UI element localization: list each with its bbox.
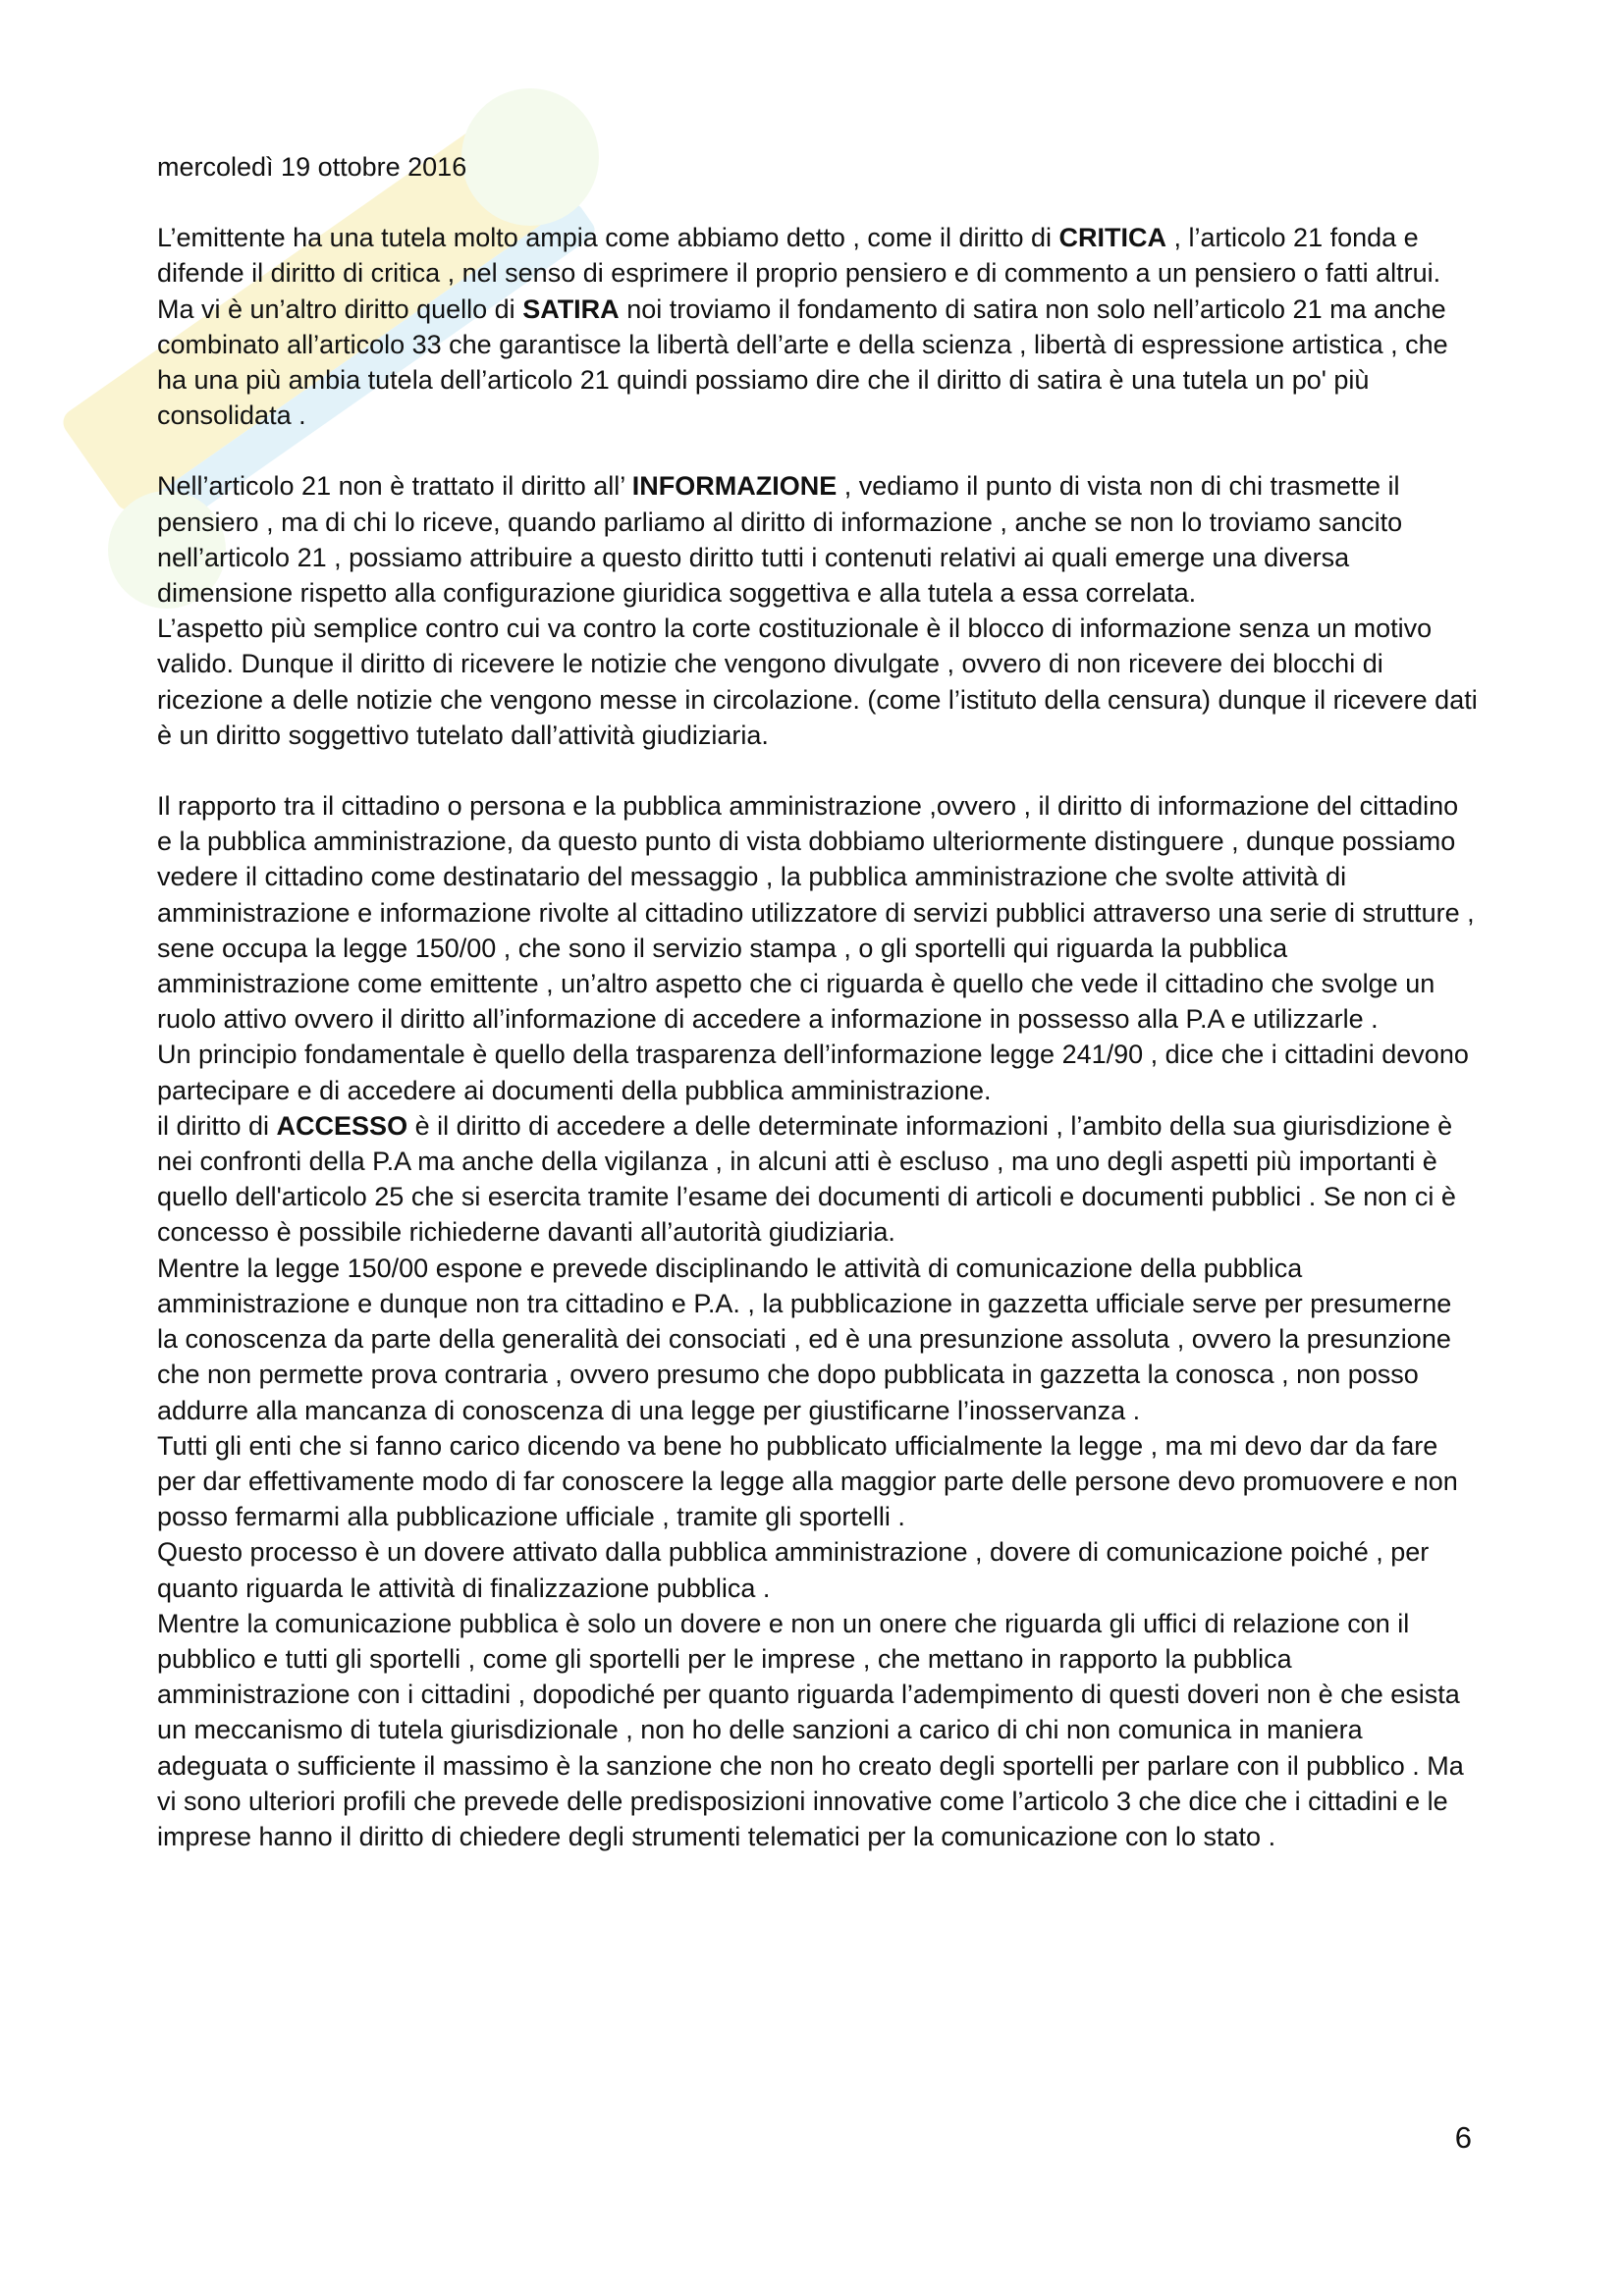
paragraph-corte-costituzionale: L’aspetto più semplice contro cui va contro la corte costituzionale è il blocco di informazione senza un motivo valido. Dunque il diritto di ricevere le notizie che vengono divulgate , ovvero di non ricevere dei blocchi di ricezione a delle notizie che vengono messe in circolazione. (come l’istituto della censura) dunque il ricevere dati è un diritto soggettivo tutelato dall’attività giudiziaria. (157, 614, 1478, 750)
paragraph-satira: Ma vi è un’altro diritto quello di SATIRA noi troviamo il fondamento di satira non solo nell’articolo 21 ma anche combinato all’articolo 33 che garantisce la libertà dell’arte e della scienza , libertà di espressione artistica , che ha una più ambia tutela dell’articolo 21 quindi possiamo dire che il diritto di satira è una tutela un po' più consolidata . (157, 294, 1448, 431)
keyword-critica: CRITICA (1058, 223, 1167, 253)
paragraph-trasparenza: Un principio fondamentale è quello della trasparenza dell’informazione legge 241/90 , dice che i cittadini devono partecipare e di accedere ai documenti della pubblica amministrazione. (157, 1040, 1469, 1105)
page-number: 6 (1454, 2120, 1472, 2155)
paragraph-informazione: Nell’articolo 21 non è trattato il diritto all’ INFORMAZIONE , vediamo il punto di vista non di chi trasmette il pensiero , ma di chi lo riceve, quando parliamo al diritto di informazione , anche se non lo troviamo sancito nell’articolo 21 , possiamo attribuire a questo diritto tutti i contenuti relativi ai quali emerge una diversa dimensione rispetto alla configurazione giuridica soggettiva e alla tutela a essa correlata. (157, 471, 1403, 609)
paragraph-critica: L’emittente ha una tutela molto ampia come abbiamo detto , come il diritto di CRITICA , l’articolo 21 fonda e difende il diritto di critica , nel senso di esprimere il proprio pensiero e di commento a un pensiero o fatti altrui. (157, 223, 1441, 289)
paragraph-legge-150: Mentre la legge 150/00 espone e prevede disciplinando le attività di comunicazione della pubblica amministrazione e dunque non tra cittadino e P.A. , la pubblicazione in gazzetta ufficiale serve per presumerne la conoscenza da parte della generalità dei consociati , ed è una presunzione assoluta , ovvero la presunzione che non permette prova contraria , ovvero presumo che dopo pubblicata in gazzetta la conosca , non posso addurre alla mancanza di conoscenza di una legge per giustificarne l’inosservanza . (157, 1253, 1452, 1425)
document-date: mercoledì 19 ottobre 2016 (157, 152, 467, 182)
keyword-satira: SATIRA (522, 294, 620, 324)
paragraph-comunicazione-pubblica: Mentre la comunicazione pubblica è solo un dovere e non un onere che riguarda gli uffici di relazione con il pubblico e tutti gli sportelli , come gli sportelli per le imprese , che mettano in rapporto la pubblica amministrazione con i cittadini , dopodiché per quanto riguarda l’adempimento di questi doveri non è che esista un meccanismo di tutela giurisdizionale , non ho delle sanzioni a carico di chi non comunica in maniera adeguata o sufficiente il massimo è la sanzione che non ho creato degli sportelli per parlare con il pubblico . Ma vi sono ulteriori profili che prevede delle predisposizioni innovative come l’articolo 3 che dice che i cittadini e le imprese hanno il diritto di chiedere degli strumenti telematici per la comunicazione con lo stato . (157, 1608, 1464, 1851)
paragraph-processo: Questo processo è un dovere attivato dalla pubblica amministrazione , dovere di comunicazione poiché , per quanto riguarda le attività di finalizzazione pubblica . (157, 1537, 1430, 1603)
paragraph-rapporto-cittadino: Il rapporto tra il cittadino o persona e la pubblica amministrazione ,ovvero , il diritto di informazione del cittadino e la pubblica amministrazione, da questo punto di vista dobbiamo ulteriormente distinguere , dunque possiamo vedere il cittadino come destinatario del messaggio , la pubblica amministrazione che svolte attività di amministrazione e informazione rivolte al cittadino utilizzatore di servizi pubblici attraverso una serie di strutture , sene occupa la legge 150/00 , che sono il servizio stampa , o gli sportelli qui riguarda la pubblica amministrazione come emittente , un’altro aspetto che ci riguarda è quello che vede il cittadino che svolge un ruolo attivo ovvero il diritto all’informazione di accedere a informazione in possesso alla P.A e utilizzarle . (157, 791, 1475, 1035)
paragraph-accesso: il diritto di ACCESSO è il diritto di accedere a delle determinate informazioni , l’ambito della sua giurisdizione è nei confronti della P.A ma anche della vigilanza , in alcuni atti è escluso , ma uno degli aspetti più importanti è quello dell'articolo 25 che si esercita tramite l’esame dei documenti di articoli e documenti pubblici . Se non ci è concesso è possibile richiederne davanti all’autorità giudiziaria. (157, 1110, 1456, 1248)
document-body (157, 149, 1478, 1854)
keyword-informazione: INFORMAZIONE (631, 471, 838, 502)
keyword-accesso: ACCESSO (276, 1110, 408, 1141)
paragraph-enti: Tutti gli enti che si fanno carico dicendo va bene ho pubblicato ufficialmente la legge , ma mi devo dar da fare per dar effettivamente modo di far conoscere la legge alla maggior parte delle persone devo promuovere e non posso fermarmi alla pubblicazione ufficiale , tramite gli sportelli . (157, 1430, 1458, 1532)
